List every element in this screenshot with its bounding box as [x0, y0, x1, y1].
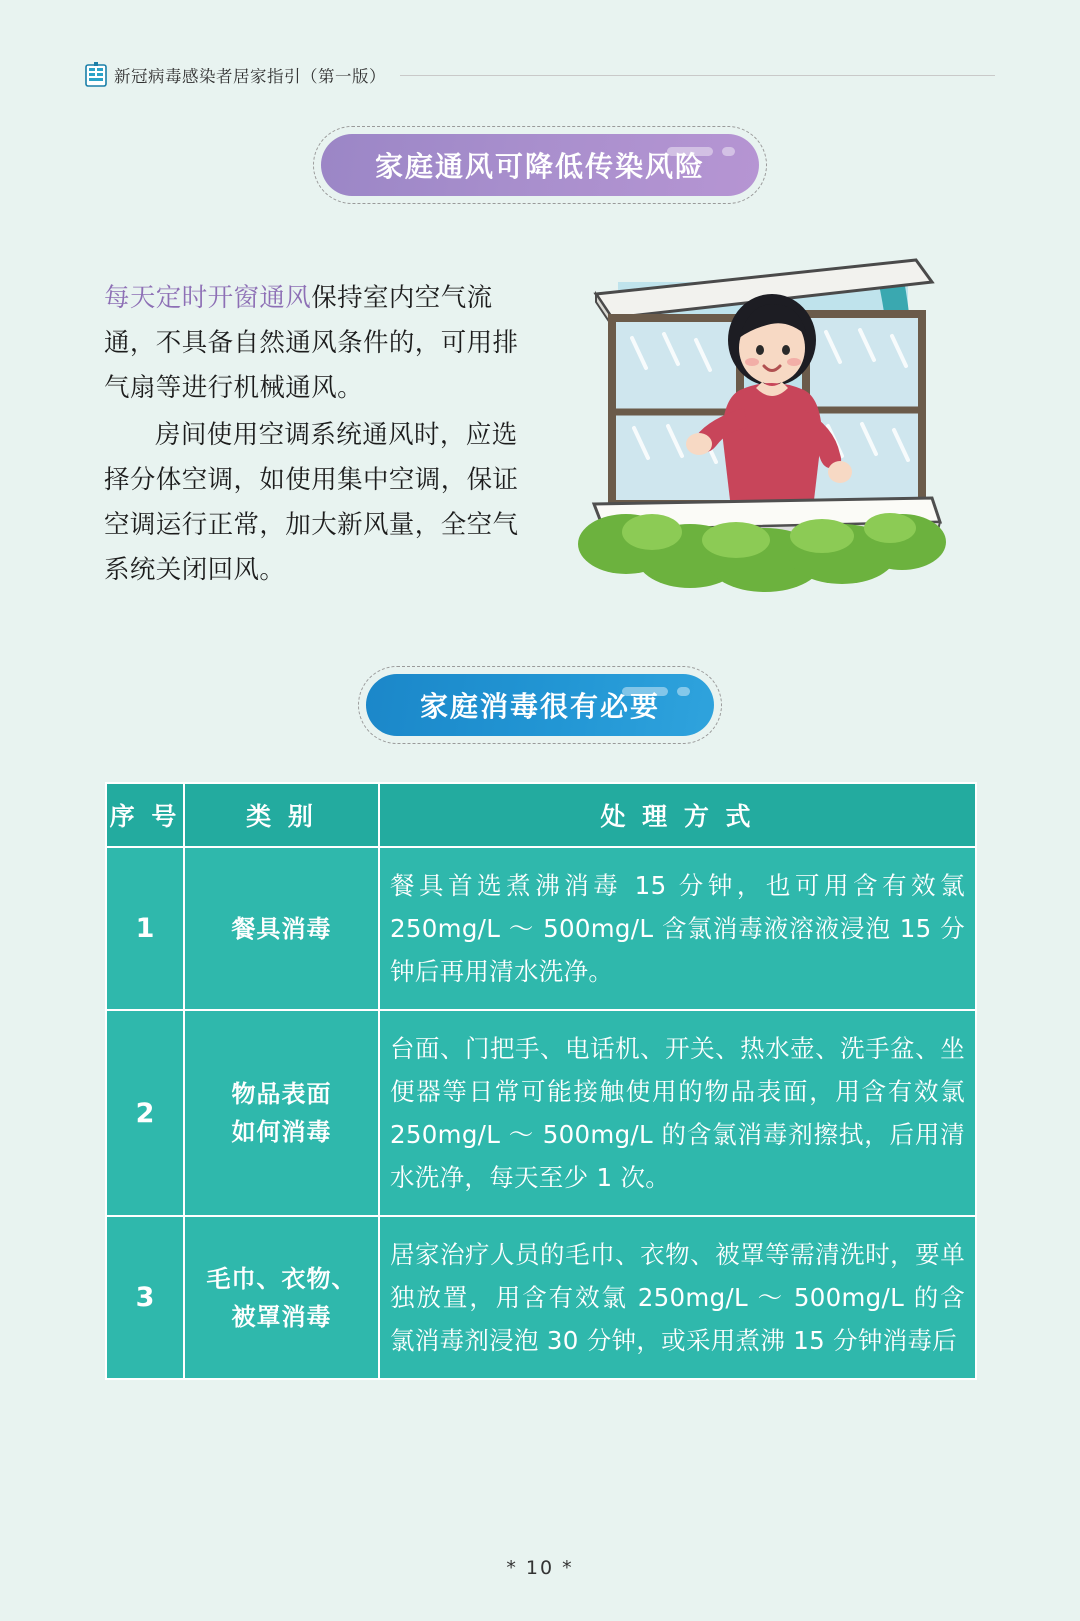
page-header: [85, 58, 995, 92]
table-header-row: [106, 783, 976, 847]
woman-opening-window-illustration: [560, 222, 960, 622]
section-heading-ventilation: [313, 126, 767, 204]
cell-method: 台面、门把手、电话机、开关、热水壶、洗手盆、坐便器等日常可能接触使用的物品表面，用含有效氯 250mg/L ～ 500mg/L 的含氯消毒剂擦拭，后用清水洗净，每天至少 1 次。: [379, 1010, 976, 1216]
cell-category: 毛巾、衣物、 被罩消毒: [184, 1216, 379, 1379]
section-heading-disinfection: [358, 666, 722, 744]
page-number: * 10 *: [506, 1557, 574, 1579]
book-icon: [85, 62, 107, 88]
pill-gloss-small: [677, 687, 690, 696]
paragraph-1-rest: 保持室内空气流通，不具备自然通风条件的，可用排气扇等进行机械通风。: [104, 283, 519, 403]
cell-category: 餐具消毒: [184, 847, 379, 1010]
cell-category: 物品表面 如何消毒: [184, 1010, 379, 1216]
cell-number: 3: [106, 1216, 184, 1379]
cell-number: 1: [106, 847, 184, 1010]
section-heading-label: 家庭通风可降低传染风险: [374, 150, 706, 183]
paragraph-2: 房间使用空调系统通风时，应选择分体空调，如使用集中空调，保证空调运行正常，加大新风量，全空气系统关闭回风。: [104, 420, 519, 585]
highlight-phrase: 每天定时开窗通风: [104, 283, 312, 313]
table-row: [106, 1216, 976, 1379]
col-header-number: 序 号: [106, 783, 184, 847]
table-row: [106, 847, 976, 1010]
cell-method: 餐具首选煮沸消毒 15 分钟，也可用含有效氯 250mg/L ～ 500mg/L 含氯消毒液溶液浸泡 15 分钟后再用清水洗净。: [379, 847, 976, 1010]
table-row: [106, 1010, 976, 1216]
cell-number: 2: [106, 1010, 184, 1216]
disinfection-table: [105, 782, 977, 1380]
col-header-method: 处 理 方 式: [379, 783, 976, 847]
paragraph-1: [104, 276, 524, 411]
pill-gloss-small: [722, 147, 735, 156]
cell-method: 居家治疗人员的毛巾、衣物、被罩等需清洗时，要单独放置，用含有效氯 250mg/L ～ 500mg/L 的含氯消毒剂浸泡 30 分钟，或采用煮沸 15 分钟消毒后: [379, 1216, 976, 1379]
header-title: 新冠病毒感染者居家指引（第一版）: [114, 67, 386, 86]
col-header-category: 类 别: [184, 783, 379, 847]
section-heading-label: 家庭消毒很有必要: [419, 690, 661, 723]
header-rule: [400, 75, 995, 76]
ventilation-body-text: [104, 276, 524, 593]
